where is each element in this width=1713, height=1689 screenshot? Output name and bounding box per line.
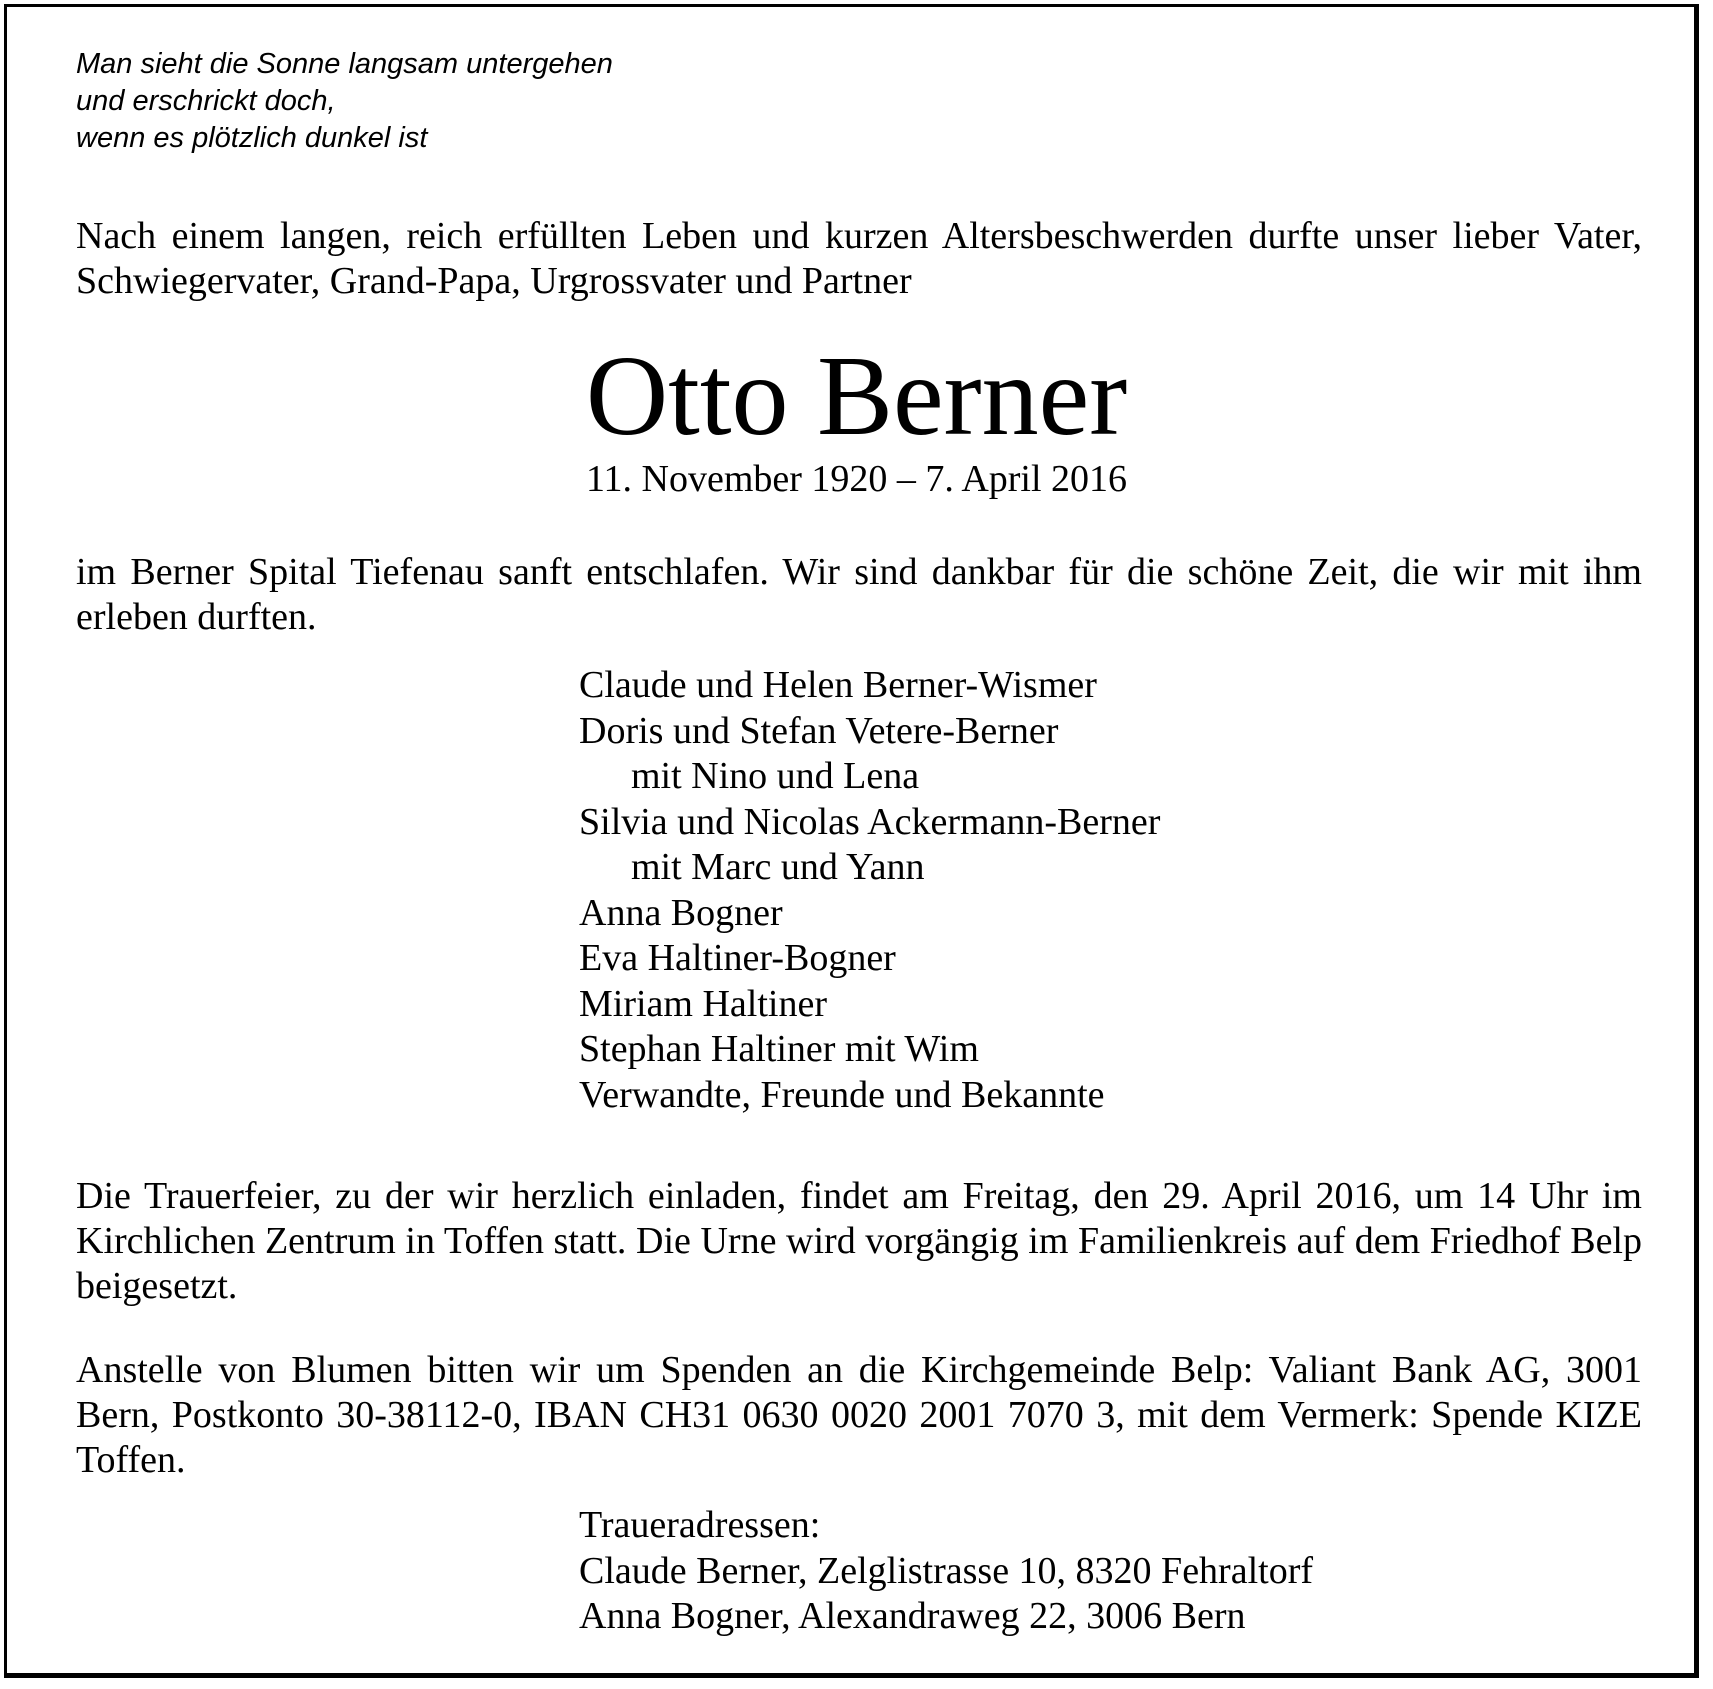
addresses-heading: Traueradressen: [579, 1504, 821, 1546]
family-member: Doris und Stefan Vetere-Berner [579, 709, 1059, 752]
address-line: Anna Bogner, Alexandraweg 22, 3006 Bern [579, 1595, 1246, 1637]
deceased-name: Otto Berner [585, 332, 1128, 459]
address-line: Claude Berner, Zelglistrasse 10, 8320 Fehraltorf [579, 1549, 1314, 1592]
mourning-addresses [579, 1503, 1313, 1640]
motto-line: Man sieht die Sonne langsam untergehen [76, 48, 613, 80]
life-dates: 11. November 1920 – 7. April 2016 [585, 458, 1128, 500]
family-member: Miriam Haltiner [579, 982, 827, 1025]
ceremony-paragraph: Die Trauerfeier, zu der wir herzlich einladen, findet am Freitag, den 29. April 2016, um 14 Uhr im Kirchlichen Zentrum in Toffen statt. Die Urne wird vorgängig im Familienkreis auf dem Friedhof Belp beigesetzt. [76, 1175, 1642, 1307]
donation-paragraph: Anstelle von Blumen bitten wir um Spenden an die Kirchgemeinde Belp: Valiant Bank AG, 3001 Bern, Postkonto 30-38112-0, IBAN CH31 0630 0020 2001 7070 3, mit dem Vermerk: Spende KIZE Toffen. [76, 1349, 1642, 1481]
intro-paragraph: Nach einem langen, reich erfüllten Leben und kurzen Altersbeschwerden durfte unser lieber Vater, Schwiegervater, Grand-Papa, Urgrossvater und Partner [76, 215, 1642, 302]
motto-verse [76, 46, 613, 157]
family-member-children: mit Marc und Yann [631, 846, 925, 888]
family-member-children: mit Nino und Lena [631, 755, 920, 797]
family-member: Anna Bogner [579, 891, 783, 934]
motto-line: wenn es plötzlich dunkel ist [76, 122, 428, 154]
passing-paragraph: im Berner Spital Tiefenau sanft entschlafen. Wir sind dankbar für die schöne Zeit, die wir mit ihm erleben durften. [76, 551, 1642, 638]
family-member: Silvia und Nicolas Ackermann-Berner [579, 800, 1161, 843]
motto-line: und erschrickt doch, [76, 85, 336, 117]
family-member: Eva Haltiner-Bogner [579, 937, 896, 979]
family-member: Verwandte, Freunde und Bekannte [579, 1073, 1105, 1116]
family-member: Stephan Haltiner mit Wim [579, 1028, 979, 1070]
family-list [579, 663, 1160, 1118]
family-member: Claude und Helen Berner-Wismer [579, 664, 1097, 706]
